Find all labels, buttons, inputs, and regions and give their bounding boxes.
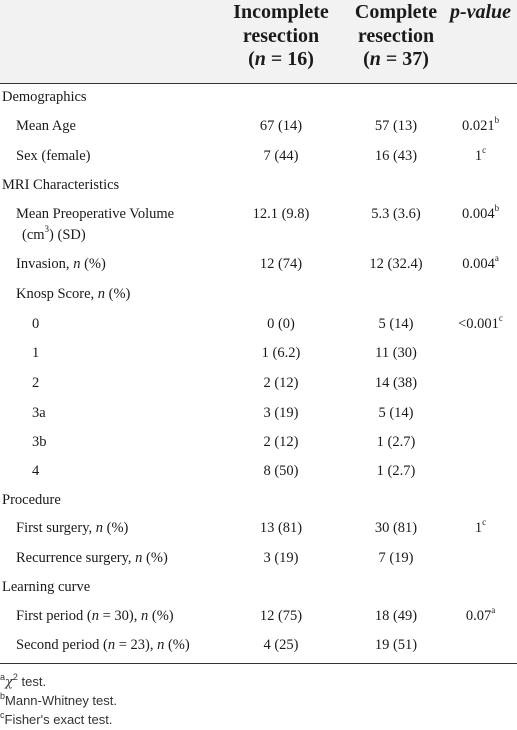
footnote-a: $^a\chi^2$ test. bbox=[0, 672, 47, 690]
footnote-b: $^b$Mann-Whitney test. bbox=[0, 691, 118, 708]
header-rule bbox=[0, 83, 517, 84]
table-bottom-rule bbox=[0, 663, 517, 664]
footnote-c: $^c$Fisher's exact test. bbox=[0, 710, 113, 727]
table-header: Incomplete resection (n = 16) Complete resection (n = 37) p-value bbox=[0, 0, 517, 83]
